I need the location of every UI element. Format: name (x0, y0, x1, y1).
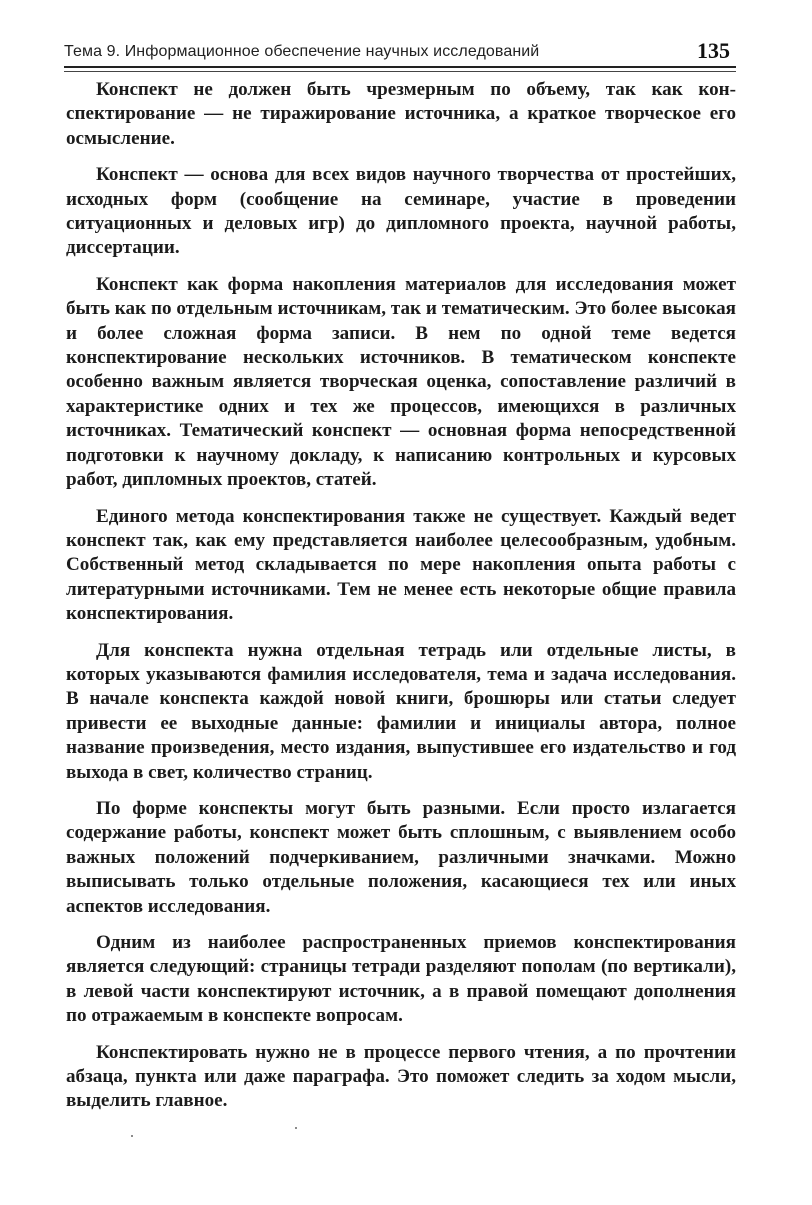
paragraph: Конспектировать нужно не в процессе первого чтения, а по прочтении абзаца, пункта или даже параграфа. Это поможет следить за ходом мысли, выделить главное. (66, 1041, 736, 1112)
header-rule-thick (64, 66, 736, 68)
header-rule-thin (64, 71, 736, 72)
page-number: 135 (697, 38, 730, 63)
scan-speck (131, 1135, 133, 1137)
paragraph: Конспект — основа для всех видов научного творчества от простейших, исходных форм (сообщение на семинаре, участие в проведении ситуационных и деловых игр) до дипломного проекта, научной работы, диссертации. (66, 164, 736, 259)
running-header (64, 40, 736, 66)
paragraph: Для конспекта нужна отдельная тетрадь или отдельные листы, в которых указываются фамилия исследователя, тема и задача исследования. В начале конспекта каждой новой книги, брошюры или статьи следует привести ее выходные данные: фамилии и инициалы автора, полное название произведения, место издания, выпустившее его издательство и год выхода в свет, количество страниц. (66, 639, 736, 783)
paragraph: По форме конспекты могут быть разными. Если просто излагается содержание работы, конспект может быть сплошным, с выявлением особо важных положений подчеркиванием, различными значками. Можно выписывать только отдельные положения, касающиеся тех или иных аспектов исследования. (66, 797, 736, 917)
scan-speck (295, 1127, 297, 1129)
running-title: Тема 9. Информационное обеспечение научных исследований (64, 43, 540, 60)
paragraph: Конспект не должен быть чрезмерным по объему, так как конспектирование — не тиражирование источника, а краткое творческое его осмысление. (66, 79, 736, 149)
paragraph: Конспект как форма накопления материалов для исследования может быть как по отдельным источникам, так и тематическим. Это более высокая и более сложная форма записи. В нем по одной теме ведется конспектирование нескольких источников. В тематическом конспекте особенно важным является творческая оценка, сопоставление различий в характеристике одних и тех же процессов, имеющихся в различных источниках. Тематический конспект — основная форма непосредственной подготовки к научному докладу, к написанию контрольных и курсовых работ, дипломных проектов, статей. (66, 273, 736, 491)
paragraph: Единого метода конспектирования также не существует. Каждый ведет конспект так, как ему представляется наиболее целесообразным, удобным. Собственный метод складывается по мере накопления опыта работы с литературными источниками. Тем не менее есть некоторые общие правила конспектирования. (66, 505, 736, 625)
paragraph: Одним из наиболее распространенных приемов конспектирования является следующий: страницы тетради разделяют пополам (по вертикали), в левой части конспектируют источник, а в правой помещают дополнения по отражаемым в конспекте вопросам. (66, 932, 736, 1027)
body-text (66, 78, 736, 1126)
